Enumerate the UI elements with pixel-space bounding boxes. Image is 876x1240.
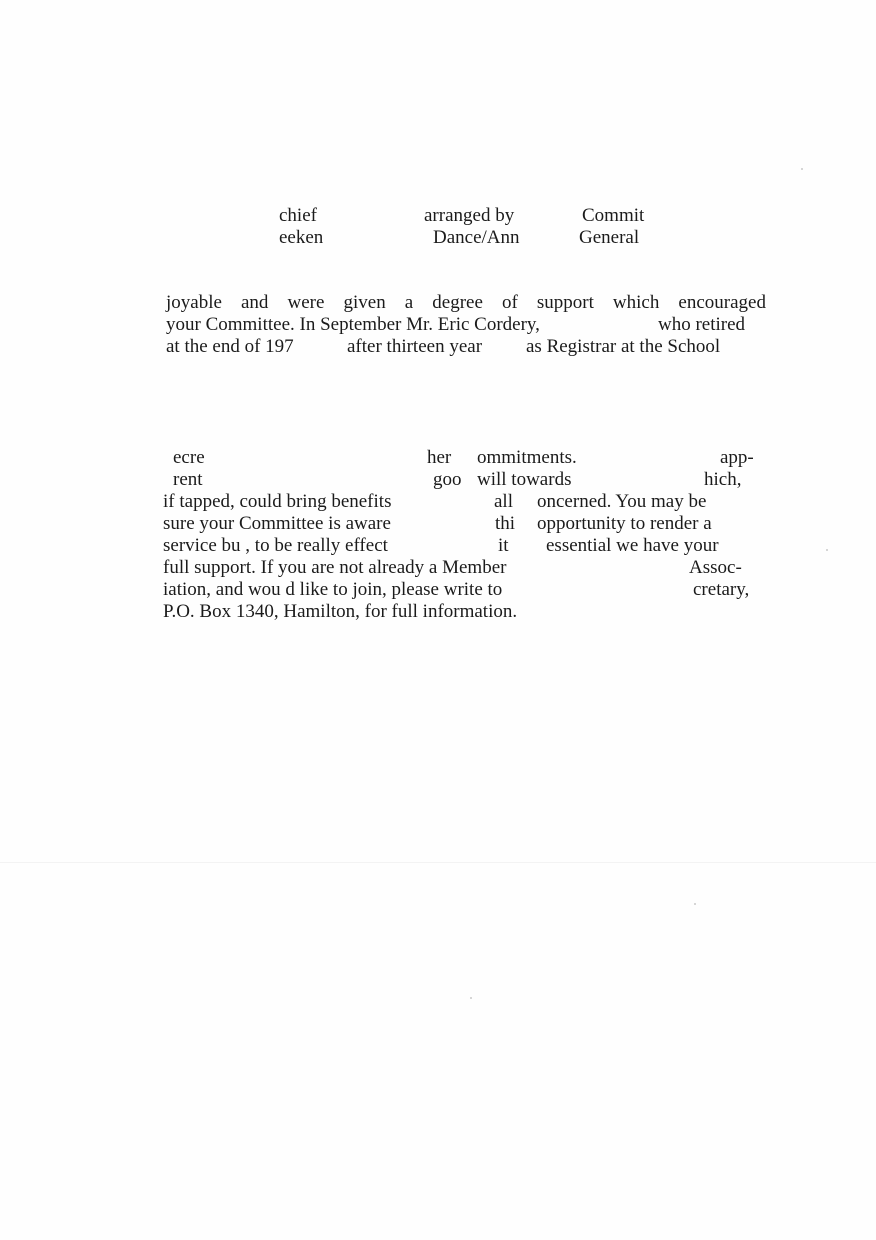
text-segment: essential we have your [546, 535, 719, 556]
scan-speck [801, 168, 803, 170]
text-segment: full support. If you are not already a Member [163, 557, 507, 578]
text-segment: as Registrar at the School [526, 336, 721, 357]
text-segment: after thirteen year [347, 336, 483, 357]
header-fragment-dance-ann: Dance/Ann [433, 227, 520, 248]
header-fragment-arranged-by: arranged by [424, 205, 515, 226]
text-segment: oncerned. You may be [537, 491, 707, 512]
text-segment: sure your Committee is aware [163, 513, 391, 534]
text-segment: opportunity to render a [537, 513, 712, 534]
text-segment: at the end of 197 [166, 336, 294, 357]
text-segment: joyable and were given a degree of support which encouraged [166, 292, 766, 313]
text-segment: service bu , to be really effect [163, 535, 388, 556]
text-segment: hich, [704, 469, 742, 490]
text-segment: who retired [658, 314, 746, 335]
text-segment: rent [173, 469, 203, 490]
text-segment: will towards [477, 469, 572, 490]
page-fold-line [0, 862, 876, 863]
header-fragment-eeken: eeken [279, 227, 324, 248]
text-segment: her [427, 447, 452, 468]
text-segment: P.O. Box 1340, Hamilton, for full information. [163, 601, 518, 622]
text-segment: cretary, [693, 579, 750, 600]
text-segment: Assoc- [689, 557, 742, 578]
text-segment: it [498, 535, 509, 556]
text-segment: ecre [173, 447, 205, 468]
text-segment: your Committee. In September Mr. Eric Cordery, [166, 314, 540, 335]
text-segment: app- [720, 447, 754, 468]
text-segment: goo [433, 469, 462, 490]
scan-speck [826, 549, 828, 551]
header-fragment-chief: chief [279, 205, 317, 226]
header-fragment-general: General [579, 227, 640, 248]
scan-speck [694, 903, 696, 905]
text-segment: iation, and wou d like to join, please write to [163, 579, 503, 600]
header-fragment-commit: Commit [582, 205, 645, 226]
scan-speck [470, 997, 472, 999]
text-segment: ommitments. [477, 447, 577, 468]
text-segment: if tapped, could bring benefits [163, 491, 392, 512]
text-segment: thi [495, 513, 516, 534]
text-segment: all [494, 491, 513, 512]
